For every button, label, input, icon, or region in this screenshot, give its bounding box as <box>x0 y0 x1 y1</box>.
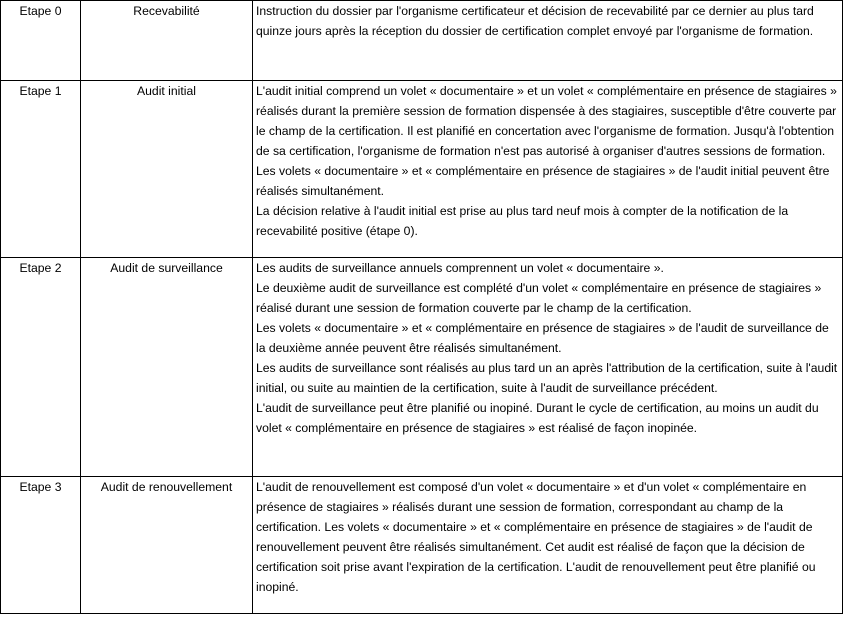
step-label: Etape 3 <box>1 477 81 614</box>
description-paragraph: La décision relative à l'audit initial est prise au plus tard neuf mois à compter de la notification de la recevabilité positive (étape 0). <box>256 204 789 238</box>
description-paragraph: Les audits de surveillance annuels comprennent un volet « documentaire ». <box>256 261 664 275</box>
step-name: Audit de renouvellement <box>81 477 253 614</box>
step-description <box>253 258 843 477</box>
description-paragraph: Instruction du dossier par l'organisme certificateur et décision de recevabilité par ce dernier au plus tard quinze jours après la réception du dossier de certification complet envoyé par l'organisme de formation. <box>256 4 814 38</box>
description-paragraph: Les volets « documentaire » et « complémentaire en présence de stagiaires » de l'audit de surveillance de la deuxième année peuvent être réalisés simultanément. <box>256 321 829 355</box>
step-description <box>253 81 843 258</box>
table-row <box>1 1 843 81</box>
step-label: Etape 0 <box>1 1 81 81</box>
table-row <box>1 477 843 614</box>
table-row <box>1 81 843 258</box>
description-paragraph: L'audit de renouvellement est composé d'un volet « documentaire » et d'un volet « complémentaire en présence de stagiaires » réalisés durant une session de formation, correspondant au champ de la certification. Les volets « documentaire » et « complémentaire en présence de stagiaires » de l'audit de renouvellement peuvent être réalisés simultanément. Cet audit est réalisé de façon que la décision de certification soit prise avant l'expiration de la certification. L'audit de renouvellement peut être planifié ou inopiné. <box>256 480 816 594</box>
step-description <box>253 1 843 81</box>
step-label: Etape 2 <box>1 258 81 477</box>
description-paragraph: L'audit initial comprend un volet « documentaire » et un volet « complémentaire en présence de stagiaires » réalisés durant la première session de formation dispensée à des stagiaires, susceptible d'être couverte par le champ de la certification. Il est planifié en concertation avec l'organisme de formation. Jusqu'à l'obtention de sa certification, l'organisme de formation n'est pas autorisé à organiser d'autres sessions de formation. <box>256 84 837 158</box>
description-paragraph: L'audit de surveillance peut être planifié ou inopiné. Durant le cycle de certification, au moins un audit du volet « complémentaire en présence de stagiaires » est réalisé de façon inopinée. <box>256 401 819 435</box>
step-description <box>253 477 843 614</box>
step-label: Etape 1 <box>1 81 81 258</box>
step-name: Recevabilité <box>81 1 253 81</box>
table-row <box>1 258 843 477</box>
step-name: Audit initial <box>81 81 253 258</box>
step-name: Audit de surveillance <box>81 258 253 477</box>
description-paragraph: Les volets « documentaire » et « complémentaire en présence de stagiaires » de l'audit initial peuvent être réalisés simultanément. <box>256 164 830 198</box>
description-paragraph: Le deuxième audit de surveillance est complété d'un volet « complémentaire en présence de stagiaires » réalisé durant une session de formation couverte par le champ de la certification. <box>256 281 822 315</box>
description-paragraph: Les audits de surveillance sont réalisés au plus tard un an après l'attribution de la certification, suite à l'audit initial, ou suite au maintien de la certification, suite à l'audit de surveillance précédent. <box>256 361 838 395</box>
